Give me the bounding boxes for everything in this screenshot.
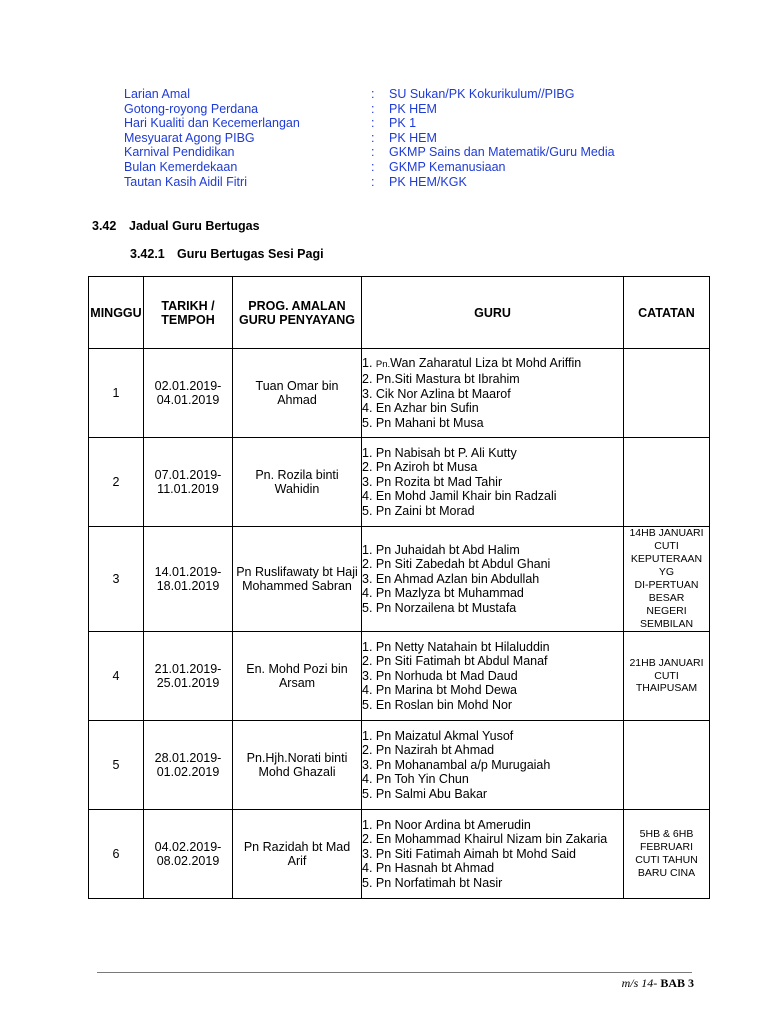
notes-cell (624, 438, 710, 527)
duty-roster-table (88, 276, 710, 899)
note-line: CUTI (654, 540, 679, 553)
section-number: 3.42 (92, 219, 117, 233)
colon: : (371, 116, 375, 131)
subsection-number: 3.42.1 (130, 247, 165, 261)
teacher-name: 2. Pn Siti Zabedah bt Abdul Ghani (362, 557, 551, 572)
program-teacher-cell: Pn Ruslifawaty bt Haji Mohammed Sabran (233, 527, 362, 632)
teacher-name: 5. Pn Salmi Abu Bakar (362, 786, 488, 801)
teachers-cell (362, 632, 624, 721)
page-number: m/s 14- (621, 976, 658, 990)
colon: : (371, 174, 375, 189)
colon: : (371, 87, 375, 101)
teacher-name: 4. En Azhar bin Sufin (362, 401, 479, 416)
notes-cell (624, 527, 710, 632)
program-teacher-cell: Pn.Hjh.Norati binti Mohd Ghazali (233, 721, 362, 810)
notes-cell (624, 349, 710, 438)
table-row (89, 438, 710, 527)
subsection-title: Guru Bertugas Sesi Pagi (177, 247, 324, 261)
note-line: BESAR (648, 591, 685, 604)
teacher-name: 1. Pn Maizatul Akmal Yusof (362, 728, 514, 743)
note-line: CUTI TAHUN (635, 854, 698, 866)
table-header-row (89, 277, 710, 349)
note-line: 21HB JANUARI (629, 656, 704, 669)
teacher-name: 1. Pn Noor Ardina bt Amerudin (362, 817, 531, 832)
header-notes: CATATAN (624, 277, 710, 349)
event-name: Bulan Kemerdekaan (124, 159, 238, 174)
event-owner: PK HEM (389, 101, 437, 116)
table-row (89, 527, 710, 632)
date-cell: 28.01.2019- 01.02.2019 (144, 721, 233, 810)
program-teacher-cell: Pn. Rozila binti Wahidin (233, 438, 362, 527)
header-week: MINGGU (89, 277, 144, 349)
date-cell: 07.01.2019- 11.01.2019 (144, 438, 233, 527)
teacher-name: 1. Pn Netty Natahain bt Hilaluddin (362, 639, 550, 654)
section-title: Jadual Guru Bertugas (129, 219, 260, 233)
teacher-name: 4. Pn Hasnah bt Ahmad (362, 861, 495, 876)
teacher-name: 5. Pn Norzailena bt Mustafa (362, 600, 517, 615)
note-line: DI-PERTUAN (634, 579, 699, 591)
teacher-name: 2. En Mohammad Khairul Nizam bin Zakaria (362, 832, 608, 847)
colon: : (371, 145, 375, 160)
program-teacher-cell: En. Mohd Pozi bin Arsam (233, 632, 362, 721)
date-cell: 02.01.2019- 04.01.2019 (144, 349, 233, 438)
table-row (89, 721, 710, 810)
event-name: Hari Kualiti dan Kecemerlangan (124, 116, 300, 131)
teachers-cell (362, 438, 624, 527)
note-line: 5HB & 6HB (639, 828, 694, 841)
teacher-name: 5. Pn Zaini bt Morad (362, 503, 475, 518)
teacher-name: 2. Pn Siti Fatimah bt Abdul Manaf (362, 654, 548, 669)
teacher-name: 3. Pn Norhuda bt Mad Daud (362, 668, 518, 683)
teacher-name: 4. Pn Toh Yin Chun (362, 772, 469, 787)
note-line: 14HB JANUARI (629, 527, 704, 540)
week-cell: 3 (89, 527, 144, 632)
teacher-name: 1. Pn Nabisah bt P. Ali Kutty (362, 445, 517, 460)
event-owner: GKMP Sains dan Matematik/Guru Media (389, 145, 615, 160)
event-owner: SU Sukan/PK Kokurikulum//PIBG (389, 87, 575, 101)
event-owner: GKMP Kemanusiaan (389, 159, 506, 174)
note-line: YG (658, 566, 675, 579)
teachers-cell (362, 349, 624, 438)
program-teacher-cell: Pn Razidah bt Mad Arif (233, 810, 362, 899)
header-teachers: GURU (362, 277, 624, 349)
teachers-cell (362, 527, 624, 632)
teacher-name: 3. Pn Mohanambal a/p Murugaiah (362, 757, 551, 772)
colon: : (371, 130, 375, 145)
teachers-cell (362, 810, 624, 899)
header-date: TARIKH / TEMPOH (144, 277, 233, 349)
notes-cell (624, 632, 710, 721)
chapter-label: BAB 3 (660, 976, 694, 990)
teacher-name: 5. En Roslan bin Mohd Nor (362, 697, 513, 712)
notes-cell (624, 810, 710, 899)
teacher-name: 5. Pn Mahani bt Musa (362, 415, 484, 430)
teacher-name: 2. Pn Nazirah bt Ahmad (362, 743, 495, 758)
colon: : (371, 159, 375, 174)
table-row (89, 349, 710, 438)
event-owner: PK HEM/KGK (389, 174, 467, 189)
footer-divider (97, 972, 692, 973)
event-owner: PK HEM (389, 130, 437, 145)
teacher-name: 1. Pn Juhaidah bt Abd Halim (362, 542, 520, 557)
note-line: SEMBILAN (639, 617, 694, 630)
teacher-name: 4. Pn Marina bt Mohd Dewa (362, 683, 517, 698)
event-owner: PK 1 (389, 116, 417, 131)
date-cell: 14.01.2019- 18.01.2019 (144, 527, 233, 632)
teacher-name: 1. Pn.Wan Zaharatul Liza bt Mohd Ariffin (362, 355, 582, 370)
page-footer (622, 976, 694, 991)
note-line: KEPUTERAAN (630, 553, 703, 566)
teacher-name: 3. Cik Nor Azlina bt Maarof (362, 386, 511, 401)
week-cell: 5 (89, 721, 144, 810)
section-heading (92, 219, 260, 233)
week-cell: 2 (89, 438, 144, 527)
note-line: NEGERI (646, 604, 687, 617)
event-name: Larian Amal (124, 87, 191, 101)
teachers-cell (362, 721, 624, 810)
teacher-name: 5. Pn Norfatimah bt Nasir (362, 875, 503, 890)
event-name: Gotong-royong Perdana (124, 101, 259, 116)
teacher-name: 3. Pn Siti Fatimah Aimah bt Mohd Said (362, 846, 577, 861)
colon: : (371, 101, 375, 116)
notes-cell (624, 721, 710, 810)
week-cell: 4 (89, 632, 144, 721)
note-line: THAIPUSAM (635, 682, 698, 695)
teacher-name: 4. En Mohd Jamil Khair bin Radzali (362, 489, 557, 504)
header-program: PROG. AMALAN GURU PENYAYANG (233, 277, 362, 349)
event-name: Mesyuarat Agong PIBG (124, 130, 255, 145)
teacher-name: 2. Pn.Siti Mastura bt Ibrahim (362, 372, 520, 387)
subsection-heading (130, 247, 324, 261)
date-cell: 21.01.2019- 25.01.2019 (144, 632, 233, 721)
event-name: Karnival Pendidikan (124, 145, 235, 160)
teacher-name: 2. Pn Aziroh bt Musa (362, 460, 478, 475)
note-line: BARU CINA (637, 866, 696, 879)
table-row (89, 632, 710, 721)
table-row (89, 810, 710, 899)
teacher-name: 4. Pn Mazlyza bt Muhammad (362, 586, 524, 601)
event-name: Tautan Kasih Aidil Fitri (124, 174, 247, 189)
teacher-name: 3. Pn Rozita bt Mad Tahir (362, 474, 503, 489)
week-cell: 6 (89, 810, 144, 899)
program-teacher-cell: Tuan Omar bin Ahmad (233, 349, 362, 438)
note-line: CUTI (654, 669, 679, 682)
note-line: FEBRUARI (639, 841, 694, 854)
teacher-name: 3. En Ahmad Azlan bin Abdullah (362, 571, 540, 586)
week-cell: 1 (89, 349, 144, 438)
date-cell: 04.02.2019- 08.02.2019 (144, 810, 233, 899)
